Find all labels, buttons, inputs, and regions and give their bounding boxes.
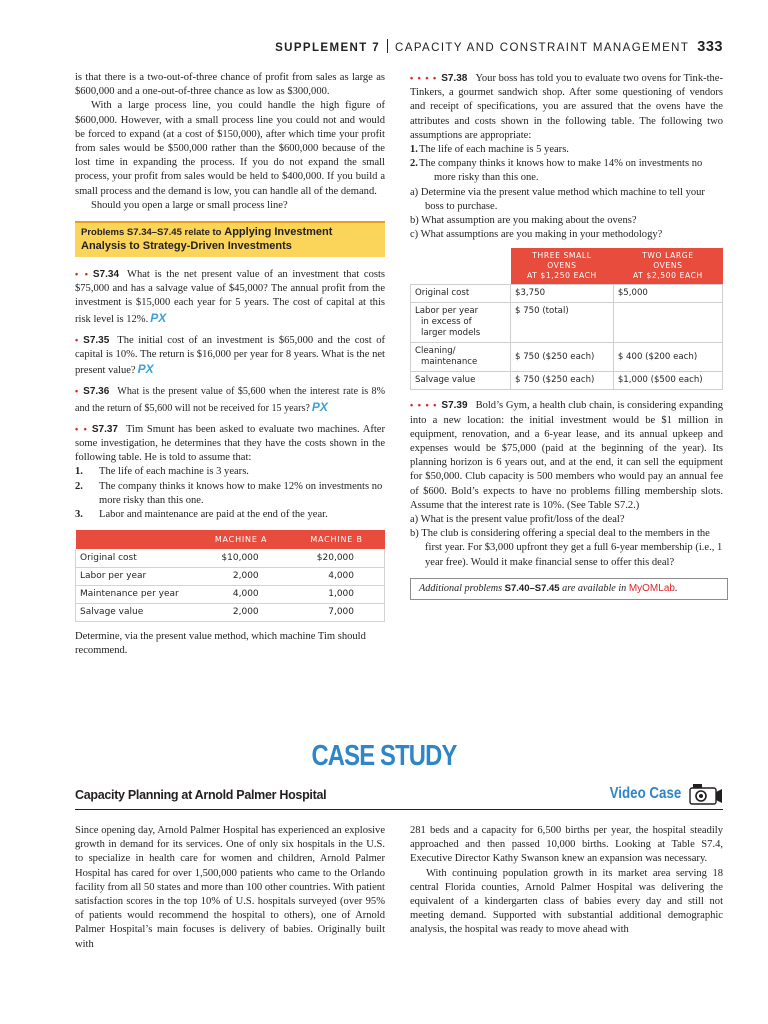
intro-paragraph-3: Should you open a large or small process line? (91, 199, 288, 211)
intro-paragraph-2: With a large process line, you could handle the high figure of $600,000. However, with a small process line you could not and would be forced to expand (at a cost of $150,000), after which time your profit from sales would be $500,000 rather than the $600,000 because of the lost time in expanding the process. If you do not expand the small process, your profit from sales would be held to $400,000. If you build a small process and the demand is low, you can handle all of the demand. (75, 100, 385, 197)
running-header (275, 37, 723, 55)
problem-text: Your boss has told you to evaluate two ovens for Tink-the-Tinkers, a gourmet sandwich shop. After some questioning of vendors and receipt of specifications, you are assured that the ovens have the attributes and costs shown in the following table. The following two assumptions are appropriate: (410, 73, 724, 141)
problem-number: S7.35 (83, 334, 110, 346)
machine-cost-table (75, 530, 385, 622)
related-topic: Applying Investment Analysis to Strategy-Driven Investments (81, 226, 333, 252)
assumption-item: 3. Labor and maintenance are paid at the end of the year. (75, 509, 328, 521)
difficulty-dots: • (75, 334, 80, 345)
difficulty-dots: • • (75, 423, 88, 434)
left-column (75, 71, 385, 658)
question-part: b) What assumption are you making about the ovens? (410, 215, 637, 227)
problem-number: S7.36 (83, 386, 110, 398)
problem-number: S7.37 (91, 423, 118, 435)
question-part: c) What assumptions are you making in your methodology? (410, 229, 663, 241)
myomlab-link[interactable]: MyOM (628, 582, 659, 594)
table-row: Original cost $3,750 $5,000 (411, 285, 723, 303)
problem-s7-36 (75, 384, 385, 415)
table-row: Maintenance per year 4,000 1,000 (76, 585, 385, 603)
assumption-item: 2.The company thinks it knows how to make 14% on investments no more risky than this one. (410, 158, 703, 184)
difficulty-dots: • (75, 386, 80, 397)
supplement-label: SUPPLEMENT 7 (275, 42, 381, 54)
table-row: Cleaning/ maintenance $ 750 ($250 each) $ 400 ($200 each) (411, 343, 723, 372)
question-part: b) The club is considering offering a special deal to the members in the first year. For $3,000 upfront they get a full 6-year membership (i.e., 1 year free). Would it make financial sense to offer this deal? (410, 528, 723, 568)
problem-s7-35 (75, 333, 385, 379)
problem-range: S7.40–S7.45 (504, 582, 560, 594)
problem-s7-39 (410, 398, 723, 513)
related-lead: Problems S7.34–S7.45 relate to (81, 227, 222, 239)
difficulty-dots: • • (75, 269, 89, 280)
difficulty-dots: • • • • (410, 73, 438, 83)
problem-text: Tim Smunt has been asked to evaluate two machines. After some investigation, he determines that they have the costs shown in the following table. He is told to assume that: (75, 423, 385, 464)
intro-paragraph-1: is that there is a two-out-of-three chance of profit from sales as large as $600,000 and a one-out-of-three chance as low as $300,000. (75, 72, 385, 98)
oven-cost-table (410, 248, 723, 390)
problem-s7-37 (75, 422, 385, 466)
px-icon[interactable]: PX (311, 399, 328, 414)
table-header-row: THREE SMALL OVENS AT $1,250 EACH TWO LARGE OVENS AT $2,500 EACH (411, 248, 723, 285)
problem-s7-38 (410, 71, 723, 143)
problem-number: S7.34 (92, 269, 120, 281)
case-study-heading: CASE STUDY (311, 740, 457, 772)
case-title: Capacity Planning at Arnold Palmer Hospital (75, 788, 327, 802)
px-icon[interactable]: PX (150, 310, 167, 325)
case-title-bar (75, 782, 723, 810)
header-divider (387, 39, 388, 53)
case-right-column (410, 824, 723, 938)
problem-text: The initial cost of an investment is $65,000 and the cost of capital is 10%. The return is $16,000 per year for 8 years. What is the net present value? (75, 334, 385, 377)
table-row: Labor per year in excess of larger models $ 750 (total) (411, 303, 723, 343)
assumption-item: 2. The company thinks it knows how to make 12% on investments no more risky than this one. (75, 480, 383, 506)
case-left-column (75, 824, 385, 952)
video-case-label[interactable]: Video Case (598, 783, 723, 805)
table-row: Salvage value 2,000 7,000 (76, 603, 385, 621)
question-part: a) What is the present value profit/loss of the deal? (410, 514, 625, 526)
problem-text: What is the present value of $5,600 when the interest rate is 8% and the return of $5,600 will not be received for 15 years? (75, 386, 385, 414)
table-header-row: MACHINE A MACHINE B (76, 530, 385, 549)
question-part: a) Determine via the present value method which machine to tell your boss to purchase. (410, 186, 705, 212)
right-column (410, 71, 723, 600)
table-row: Labor per year 2,000 4,000 (76, 567, 385, 585)
problem-number: S7.38 (441, 73, 468, 84)
video-camera-icon (689, 783, 723, 805)
related-problems-banner (75, 221, 385, 257)
assumption-item: 1.The life of each machine is 5 years. (410, 144, 569, 156)
table-row: Original cost $10,000 $20,000 (76, 549, 385, 567)
problem-text: What is the net present value of an investment that costs $75,000 and has a salvage value of $45,000? The annual profit from the investment is $15,000 each year for 5 years. The cost of capital at this risk level is 12%. (75, 269, 385, 325)
problem-s7-37-closing: Determine, via the present value method, which machine Tim should recommend. (75, 630, 366, 656)
problem-number: S7.39 (441, 400, 468, 412)
px-icon[interactable]: PX (137, 362, 154, 377)
additional-problems-box: Additional problems S7.40–S7.45 are available in MyOMLab. (410, 578, 728, 600)
chapter-title: CAPACITY AND CONSTRAINT MANAGEMENT (395, 42, 690, 54)
difficulty-dots: • • • • (410, 400, 438, 411)
case-paragraph: 281 beds and a capacity for 6,500 births per year, the hospital steadily approached and then passed 10,000 births. Looking at Table S7.4, Executive Director Kathy Swanson knew an expansion was necessary. (410, 825, 723, 865)
problem-s7-34 (75, 267, 385, 327)
problem-text: Bold’s Gym, a health club chain, is considering expanding into a new location: the initial investment would be $1 million in equipment, renovation, and a 6-year lease, and its annual upkeep and expenses would be $75,000 (paid at the beginning of the year). Its planning horizon is 6 years out, and at the end, it can sell the equipment for $50,000. Club capacity is 500 members who would pay an annual fee of $600. Bold’s expects to have no problems filling membership slots. Assume that the interest rate is 10%. (See Table S7.2.) (410, 400, 724, 511)
case-paragraph: Since opening day, Arnold Palmer Hospital has experienced an explosive growth in demand for its services. One of only six hospitals in the U.S. to specialize in health care for women and children, Arnold Palmer Hospital has cared for over 1,500,000 patients who came to the Orlando facility from all 50 states and more than 100 other countries. With patient satisfaction scores in the top 10% of U.S. hospitals surveyed (over 95% of patients would recommend the hospital to others), one of Arnold Palmer Hospital’s main focuses is delivery of babies. Originally built with (75, 825, 385, 950)
page-number: 333 (697, 39, 723, 55)
case-paragraph: With continuing population growth in its market area serving 18 central Florida counties, Arnold Palmer Hospital was delivering the equivalent of a kindergarten class of babies every day and still not meeting demand. Supported with substantial additional demographic analysis, the hospital was ready to move ahead with (410, 867, 723, 936)
assumption-item: 1. The life of each machine is 3 years. (75, 466, 249, 478)
table-row: Salvage value $ 750 ($250 each) $1,000 ($500 each) (411, 372, 723, 390)
